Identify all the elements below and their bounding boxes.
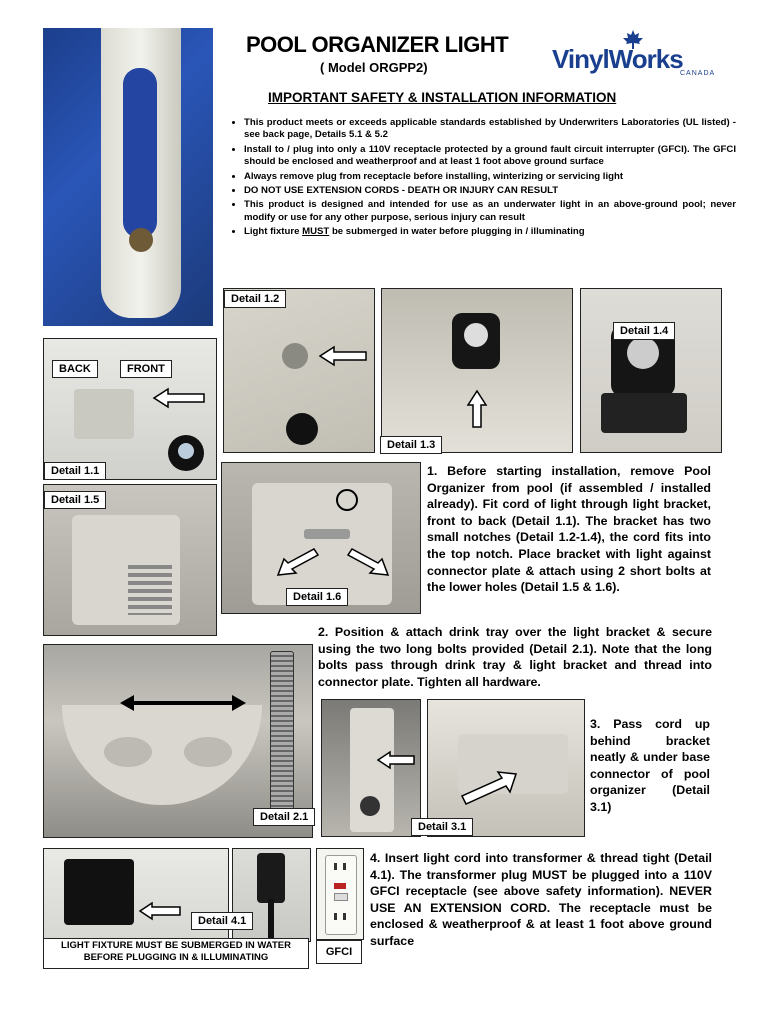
light-housing [74, 389, 134, 439]
safety-item: • DO NOT USE EXTENSION CORDS - DEATH OR INJURY CAN RESULT [244, 185, 736, 197]
photo-gfci-outlet [316, 848, 364, 940]
notch-highlight [336, 489, 358, 511]
safety-item: • This product meets or exceeds applicable standards established by Underwriters Laboratories (UL listed) - see back page, Details 5.1 & 5.2 [244, 117, 736, 142]
test-button [334, 883, 346, 889]
arrow-left-icon [318, 345, 368, 367]
arrow-left-icon [376, 750, 416, 770]
safety-list [224, 117, 736, 241]
label-detail-3-1: Detail 3.1 [411, 818, 473, 836]
step-3-text: 3. Pass cord up behind bracket neatly & under base connector of pool organizer (Detail 3.1) [590, 717, 710, 814]
arrow-left-icon [138, 901, 182, 921]
warning-caption [43, 938, 309, 969]
step-2-text: 2. Position & attach drink tray over the light bracket & secure using the two long bolts provided (Detail 2.1). Note that the long bolts pass through drink tray & light bracket and thread into connector plate. Tighten all hardware. [318, 625, 712, 689]
plug-body [257, 853, 285, 903]
safety-item-submerge [244, 226, 736, 238]
safety-emphasis: MUST [302, 226, 330, 238]
photo-detail-3-1-right [427, 699, 585, 837]
plug-cord [268, 899, 274, 939]
arrow-down-left-icon [276, 547, 320, 577]
photo-organizer-bracket [43, 28, 213, 326]
photo-detail-1-4 [580, 288, 722, 453]
warning-line-2: BEFORE PLUGGING IN & ILLUMINATING [83, 952, 269, 963]
arrow-down-right-icon [346, 547, 390, 577]
light-base [601, 393, 687, 433]
label-back: BACK [52, 360, 98, 378]
photo-detail-1-2 [223, 288, 375, 453]
label-detail-4-1: Detail 4.1 [191, 912, 253, 930]
light-lens-glass [178, 443, 194, 459]
arrow-up-right-icon [458, 770, 518, 806]
outlet-slot [343, 913, 346, 920]
arrow-left-icon [152, 387, 206, 409]
long-bolt [270, 651, 294, 823]
label-detail-1-1: Detail 1.1 [44, 462, 106, 480]
bracket-notch [282, 343, 308, 369]
safety-item: • Install to / plug into only a 110V receptacle protected by a ground fault circuit interrupter (GFCI). The GFCI should be enclosed and weatherproof and at least 1 foot above ground surface [244, 144, 736, 169]
safety-text: Light fixture [244, 226, 303, 238]
safety-item: • This product is designed and intended for use as an underwater light in an above-ground pool; never modify or use for any other purpose, serious injury can result [244, 199, 736, 224]
model-number: ( Model ORGPP2) [320, 60, 428, 75]
short-bolt [304, 529, 350, 539]
brand-sub: CANADA [680, 70, 716, 77]
label-detail-2-1: Detail 2.1 [253, 808, 315, 826]
light-lens [286, 413, 318, 445]
connector-plate [252, 483, 392, 605]
label-detail-1-6: Detail 1.6 [286, 588, 348, 606]
label-detail-1-3: Detail 1.3 [380, 436, 442, 454]
bolt-hole [360, 796, 380, 816]
light-lens-glass [627, 337, 659, 369]
brand-name-text: VinylWorks [552, 44, 683, 74]
photo-detail-1-3 [381, 288, 573, 453]
page-title: POOL ORGANIZER LIGHT [246, 32, 509, 57]
brand-name [552, 44, 683, 75]
label-detail-1-5: Detail 1.5 [44, 491, 106, 509]
outlet-slot [343, 863, 346, 870]
outlet-slot [334, 863, 337, 870]
label-front: FRONT [120, 360, 172, 378]
step-4-text: 4. Insert light cord into transformer & thread tight (Detail 4.1). The transformer plug MUST be plugged into a 110V GFCI receptacle (see above safety information). NEVER USE AN EXTENSION CORD. The receptacle must be enclosed & weatherproof & at least 1 foot above ground surface [370, 851, 712, 948]
gfci-caption: GFCI [316, 940, 362, 964]
bolt-hole [129, 228, 153, 252]
arrow-up-icon [466, 389, 488, 429]
step-1-text: 1. Before starting installation, remove Pool Organizer from pool (if assembled / installed already). Fit cord of light through light bracket, front to back (Detail 1.1). The bracket has two small notches (Detail 1.2-1.4), the cord fits into the top notch. Place bracket with light against connector plate & attach using 2 short bolts at the lower holes (Detail 1.5 & 1.6). [427, 464, 711, 595]
label-detail-1-4: Detail 1.4 [613, 322, 675, 340]
cup-holder [104, 737, 152, 767]
safety-item: • Always remove plug from receptacle before installing, winterizing or servicing light [244, 171, 736, 183]
photo-detail-3-1-left [321, 699, 421, 837]
light-lens-glass [464, 323, 488, 347]
plate-vents [128, 565, 172, 615]
label-detail-1-2: Detail 1.2 [224, 290, 286, 308]
bracket-slot [123, 68, 157, 238]
transformer-body [64, 859, 134, 925]
drink-tray [62, 705, 262, 805]
double-arrow-icon [118, 693, 248, 713]
brand-logo [552, 30, 717, 80]
safety-text: be submerged in water before plugging in / illuminating [329, 226, 585, 238]
warning-line-1: LIGHT FIXTURE MUST BE SUBMERGED IN WATER [61, 940, 291, 951]
cup-holder [184, 737, 232, 767]
reset-button [334, 893, 348, 901]
outlet-slot [334, 913, 337, 920]
safety-heading: IMPORTANT SAFETY & INSTALLATION INFORMATION [268, 90, 617, 105]
